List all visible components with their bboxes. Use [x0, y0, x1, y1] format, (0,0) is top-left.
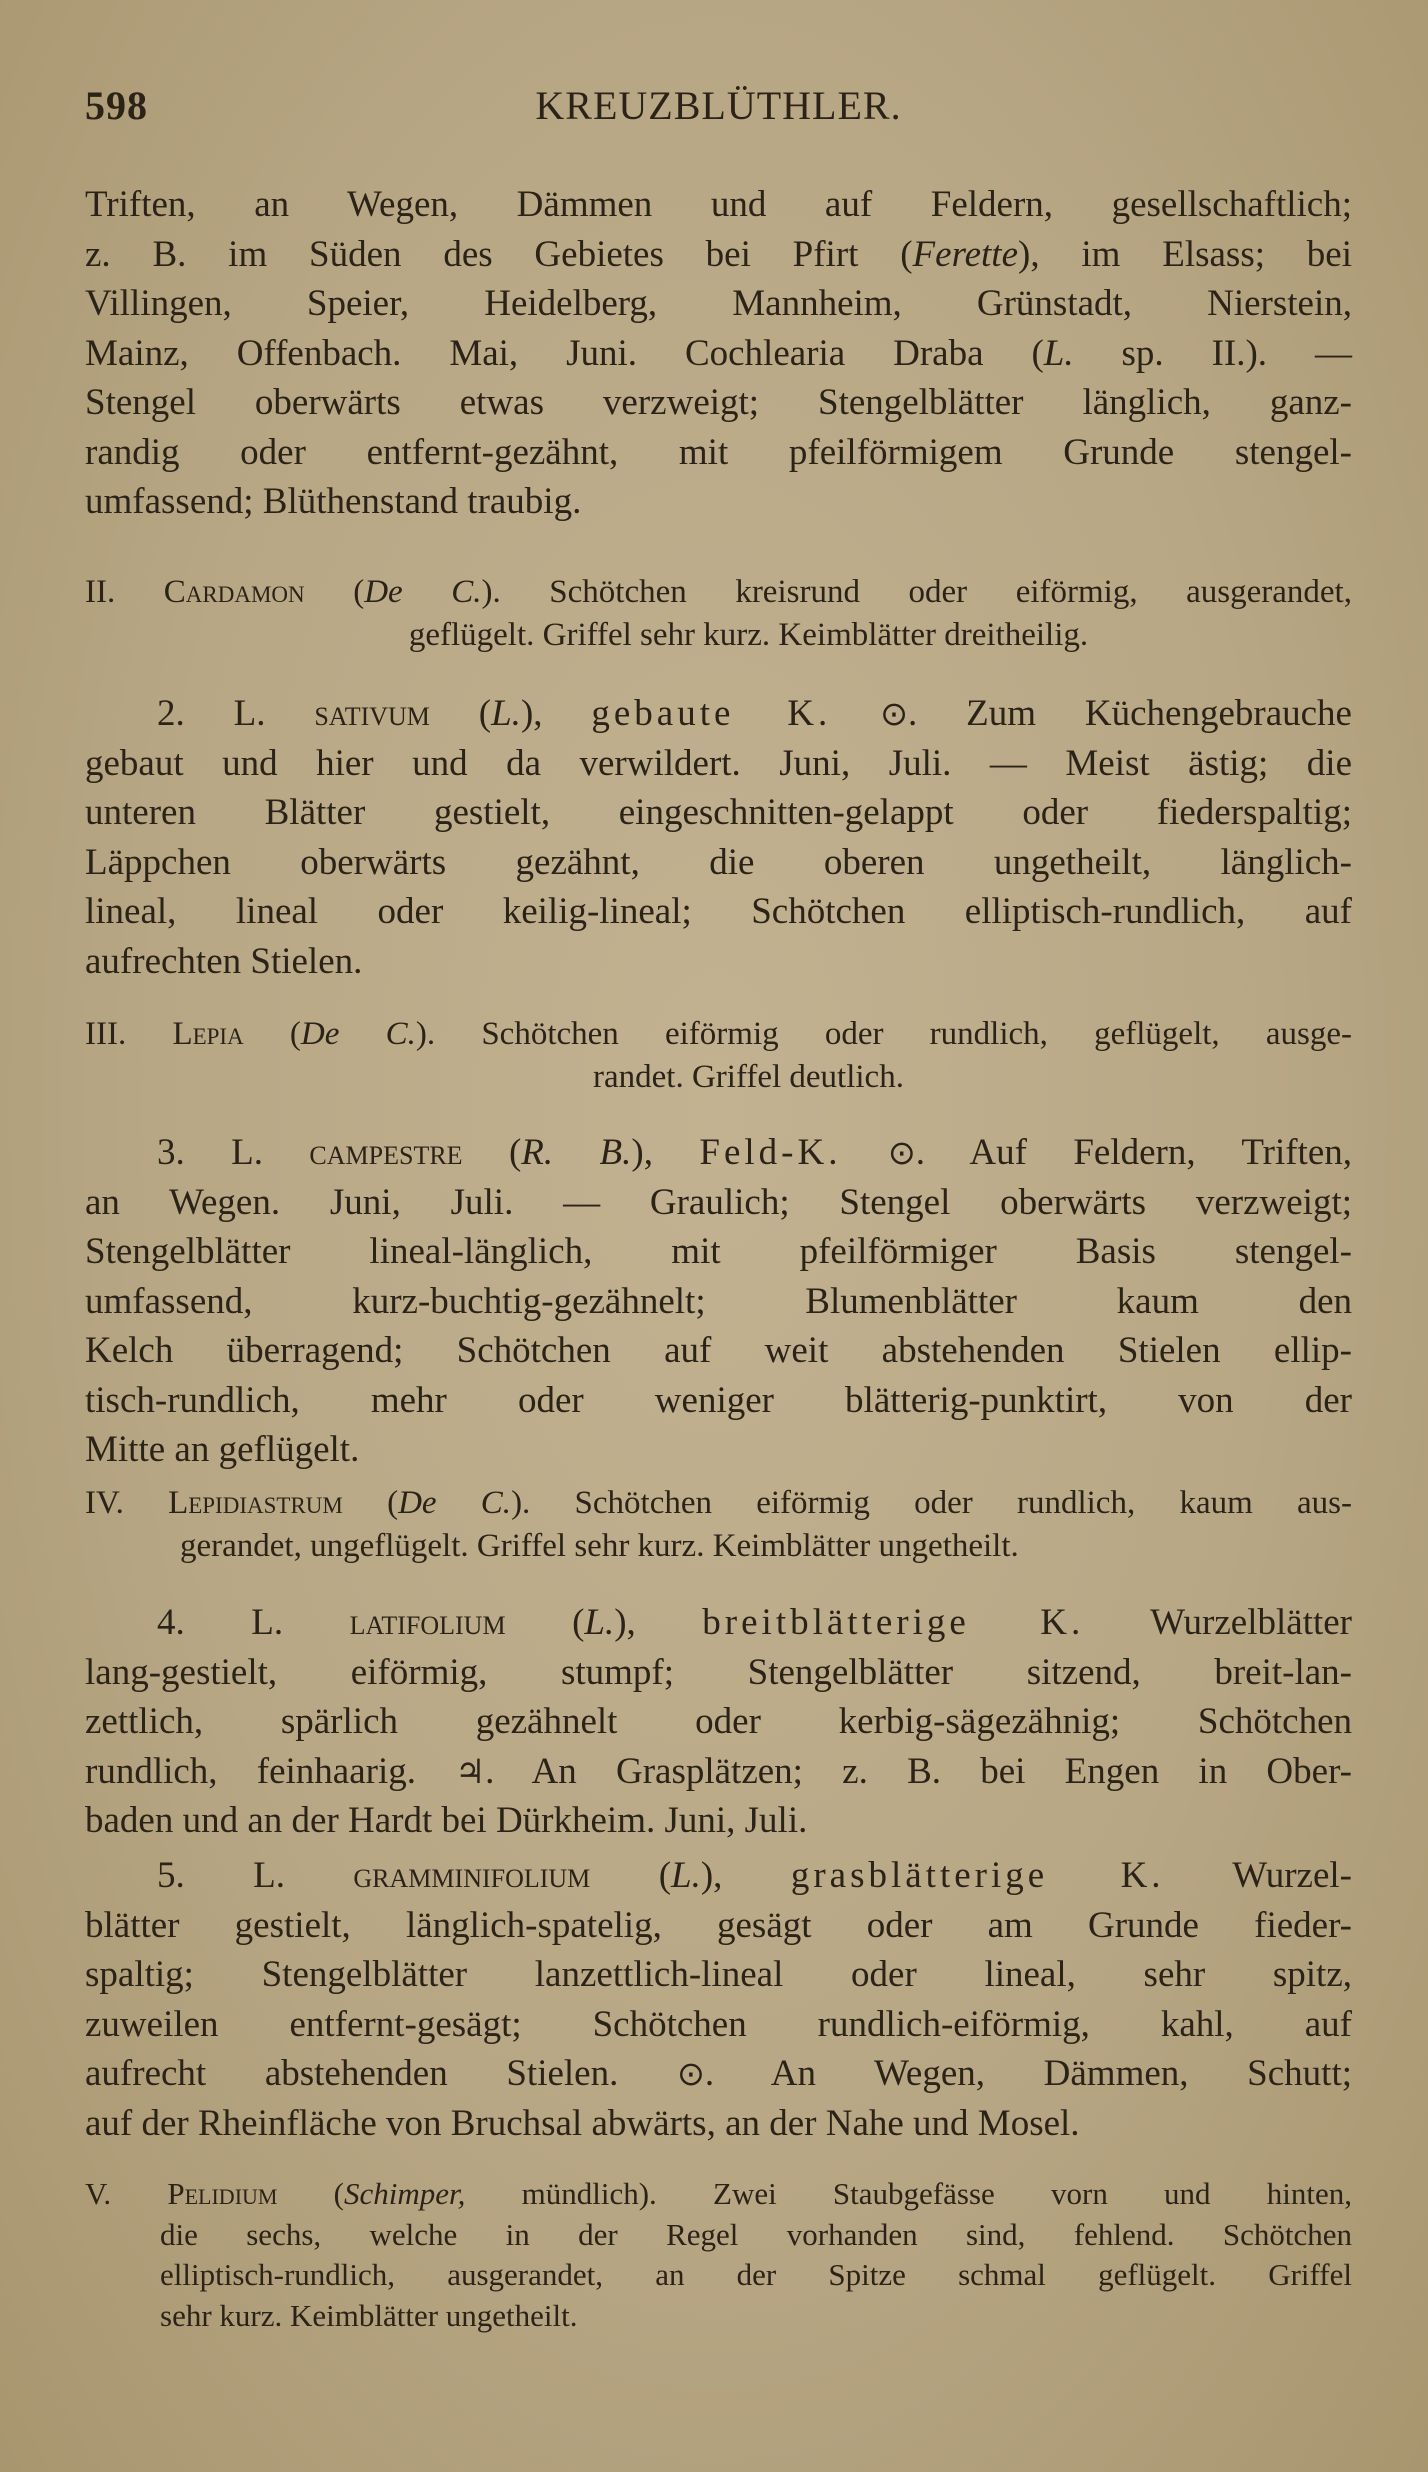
text-segment: blätter gestielt, länglich-spatelig, gesägt oder am Grunde fieder- [85, 1904, 1352, 1946]
text-line [85, 1326, 1352, 1376]
text-segment: 5. L. [157, 1855, 354, 1896]
text-segment: mündlich). Zwei Staubgefässe vorn und hinten, [465, 2176, 1352, 2211]
text-segment: randet. Griffel deutlich. [593, 1059, 904, 1095]
species-3-campestre [85, 1128, 1352, 1475]
page-number: 598 [85, 83, 148, 128]
author-citation: De C. [300, 1016, 416, 1052]
text-line [85, 2174, 1352, 2215]
text-segment: ), [614, 1602, 703, 1643]
text-segment: auf der Rheinfläche von Bruchsal abwärts, an der Nahe und Mosel. [85, 2102, 1080, 2144]
author-citation: De C. [398, 1485, 512, 1521]
text-segment: umfassend; Blüthenstand traubig. [85, 481, 582, 522]
text-segment: unteren Blätter gestielt, eingeschnitten-gelappt oder fiederspaltig; [85, 792, 1352, 833]
text-segment: elliptisch-rundlich, ausgerandet, an der Spitze schmal geflügelt. Griffel [160, 2257, 1352, 2292]
text-segment [841, 1132, 887, 1173]
author-citation: Ferette [912, 233, 1019, 275]
text-line [85, 1851, 1352, 1901]
text-segment: . An Wegen, Dämmen, Schutt; [704, 2053, 1352, 2094]
botanical-symbol-icon: ⊙ [677, 2054, 705, 2093]
text-segment: Mainz, Offenbach. Mai, Juni. Cochlearia Draba ( [85, 332, 1044, 374]
species-4-latifolium [85, 1598, 1352, 1846]
text-line [85, 1901, 1352, 1951]
text-segment: ( [342, 1485, 399, 1521]
botanical-symbol-icon: ♃ [455, 1751, 486, 1791]
text-segment: spaltig; Stengelblätter lanzettlich-lineal oder lineal, sehr spitz, [85, 1954, 1352, 1995]
text-segment: die sechs, welche in der Regel vorhanden sind, fehlend. Schötchen [160, 2216, 1352, 2252]
text-segment: geflügelt. Griffel sehr kurz. Keimblätter dreitheilig. [408, 617, 1089, 653]
text-line [85, 1056, 1352, 1099]
text-line [85, 428, 1352, 478]
common-name: gebaute K. [591, 693, 832, 734]
text-segment: Triften, an Wegen, Dämmen und auf Feldern, gesellschaftlich; [85, 184, 1352, 225]
text-segment: ). Schötchen eiförmig oder rundlich, kaum aus- [511, 1485, 1352, 1521]
text-segment: sehr kurz. Keimblätter ungetheilt. [160, 2297, 578, 2333]
text-line [85, 1128, 1352, 1178]
genus-name: sativum [314, 693, 430, 734]
text-segment: . Auf Feldern, Triften, [915, 1132, 1353, 1173]
text-segment: baden und an der Hardt bei Dürkheim. Juni, Juli. [85, 1800, 808, 1841]
text-line [85, 230, 1352, 280]
text-segment: V. [85, 2176, 168, 2211]
text-line [85, 689, 1352, 739]
text-segment: an Wegen. Juni, Juli. — Graulich; Stengel oberwärts verzweigt; [85, 1181, 1352, 1223]
text-segment: . An Grasplätzen; z. B. bei Engen in Ober- [485, 1750, 1352, 1792]
text-line [85, 378, 1352, 428]
text-line [85, 1648, 1352, 1698]
section-v-pelidium [85, 2174, 1352, 2336]
text-segment: ( [505, 1602, 585, 1643]
author-citation: Schimper, [344, 2176, 466, 2211]
text-segment: III. [85, 1016, 173, 1052]
text-line [85, 2000, 1352, 2050]
section-iii-lepia [85, 1013, 1352, 1099]
text-segment: ( [304, 574, 365, 610]
genus-name: Pelidium [167, 2176, 278, 2211]
botanical-symbol-icon: ⊙ [887, 1133, 916, 1172]
text-line [85, 477, 1352, 527]
author-citation: R. B. [521, 1132, 632, 1173]
text-segment: rundlich, feinhaarig. [85, 1750, 456, 1792]
text-line [85, 1425, 1352, 1475]
text-line [85, 1178, 1352, 1228]
author-citation: De C. [364, 574, 482, 610]
text-line [85, 2049, 1352, 2099]
text-segment: ), [631, 1132, 700, 1173]
text-segment: ), [700, 1855, 791, 1896]
text-line [85, 2255, 1352, 2296]
genus-name: Cardamon [163, 574, 305, 610]
text-line [85, 571, 1352, 614]
genus-name: Lepia [172, 1016, 244, 1052]
text-segment: Stengel oberwärts etwas verzweigt; Stengelblätter länglich, ganz- [85, 382, 1352, 423]
text-line [85, 2215, 1352, 2256]
text-segment: ( [590, 1855, 672, 1896]
text-segment: zettlich, spärlich gezähnelt oder kerbig-sägezähnig; Schötchen [85, 1701, 1352, 1742]
paragraph-continued [85, 180, 1352, 527]
text-segment: 4. L. [157, 1602, 350, 1643]
text-line [85, 614, 1352, 657]
text-segment: zuweilen entfernt-gesägt; Schötchen rundlich-eiförmig, kahl, auf [85, 2003, 1352, 2045]
text-segment: lineal, lineal oder keilig-lineal; Schötchen elliptisch-rundlich, auf [85, 891, 1352, 932]
text-segment: ), im Elsass; bei [1018, 233, 1352, 275]
author-citation: L. [491, 693, 521, 734]
text-segment: Kelch überragend; Schötchen auf weit abstehenden Stielen ellip- [85, 1330, 1352, 1371]
text-line [85, 1950, 1352, 2000]
running-title: KREUZBLÜTHLER. [535, 83, 902, 128]
common-name: Feld-K. [699, 1132, 842, 1173]
text-line [85, 1376, 1352, 1426]
text-segment: Läppchen oberwärts gezähnt, die oberen ungetheilt, länglich- [85, 841, 1352, 883]
text-segment: Villingen, Speier, Heidelberg, Mannheim, Grünstadt, Nierstein, [85, 283, 1352, 324]
text-line [85, 788, 1352, 838]
text-segment: ), [520, 693, 592, 734]
text-segment: 2. L. [157, 693, 315, 734]
text-segment: ( [243, 1016, 301, 1052]
common-name: grasblätterige K. [790, 1855, 1165, 1896]
text-segment: z. B. im Süden des Gebietes bei Pfirt ( [85, 233, 913, 275]
text-line [85, 1598, 1352, 1648]
text-segment: ). Schötchen eiförmig oder rundlich, geflügelt, ausge- [415, 1016, 1352, 1052]
text-line [85, 2099, 1352, 2149]
section-ii-cardamon [85, 571, 1352, 657]
text-segment: Mitte an geflügelt. [85, 1429, 360, 1470]
text-line [85, 329, 1352, 379]
author-citation: L. [584, 1602, 615, 1643]
common-name: breitblätterige K. [702, 1602, 1085, 1643]
text-segment: randig oder entfernt-gezähnt, mit pfeilförmigem Grunde stengel- [85, 431, 1352, 473]
text-segment: lang-gestielt, eiförmig, stumpf; Stengelblätter sitzend, breit-lan- [85, 1651, 1352, 1693]
text-segment: sp. II.). — [1073, 332, 1352, 374]
species-2-sativum [85, 689, 1352, 986]
section-iv-lepidiastrum [85, 1482, 1352, 1568]
text-segment: aufrechten Stielen. [85, 940, 363, 982]
text-line [85, 838, 1352, 888]
species-5-gramminifolium [85, 1851, 1352, 2148]
genus-name: campestre [309, 1132, 463, 1173]
author-citation: L. [1043, 332, 1074, 374]
text-segment: gebaut und hier und da verwildert. Juni, Juli. — Meist ästig; die [85, 742, 1352, 784]
text-segment: aufrecht abstehenden Stielen. [85, 2053, 677, 2094]
text-segment: 3. L. [157, 1132, 310, 1173]
text-segment: tisch-rundlich, mehr oder weniger blätterig-punktirt, von der [85, 1379, 1352, 1421]
text-segment: Wurzelblätter [1084, 1602, 1352, 1643]
text-line [85, 1747, 1352, 1797]
text-line [85, 180, 1352, 230]
text-segment: . Zum Küchengebrauche [908, 693, 1352, 734]
genus-name: gramminifolium [353, 1855, 591, 1896]
text-line [85, 1697, 1352, 1747]
genus-name: latifolium [349, 1602, 506, 1643]
text-line [85, 1525, 1352, 1568]
text-line [85, 279, 1352, 329]
text-line [85, 739, 1352, 789]
text-line [85, 1227, 1352, 1277]
text-segment: Stengelblätter lineal-länglich, mit pfeilförmiger Basis stengel- [85, 1231, 1352, 1272]
text-segment: umfassend, kurz-buchtig-gezähnelt; Blumenblätter kaum den [85, 1280, 1352, 1322]
text-line [85, 1796, 1352, 1846]
text-line [85, 2296, 1352, 2337]
text-segment: IV. [85, 1485, 169, 1521]
text-line [85, 1482, 1352, 1525]
text-segment: gerandet, ungeflügelt. Griffel sehr kurz. Keimblätter ungetheilt. [180, 1528, 1019, 1564]
author-citation: L. [671, 1855, 701, 1896]
running-header [85, 82, 1352, 138]
text-segment [831, 693, 880, 734]
botanical-symbol-icon: ⊙ [880, 694, 909, 733]
text-line [85, 1277, 1352, 1327]
text-segment: ( [462, 1132, 522, 1173]
text-segment: Wurzel- [1164, 1855, 1352, 1896]
genus-name: Lepidiastrum [168, 1485, 343, 1521]
text-line [85, 937, 1352, 987]
text-segment: II. [85, 574, 164, 610]
text-segment: ( [429, 693, 492, 734]
text-segment: ). Schötchen kreisrund oder eiförmig, ausgerandet, [481, 574, 1352, 610]
text-line [85, 1013, 1352, 1056]
text-segment: ( [277, 2176, 345, 2211]
text-line [85, 887, 1352, 937]
